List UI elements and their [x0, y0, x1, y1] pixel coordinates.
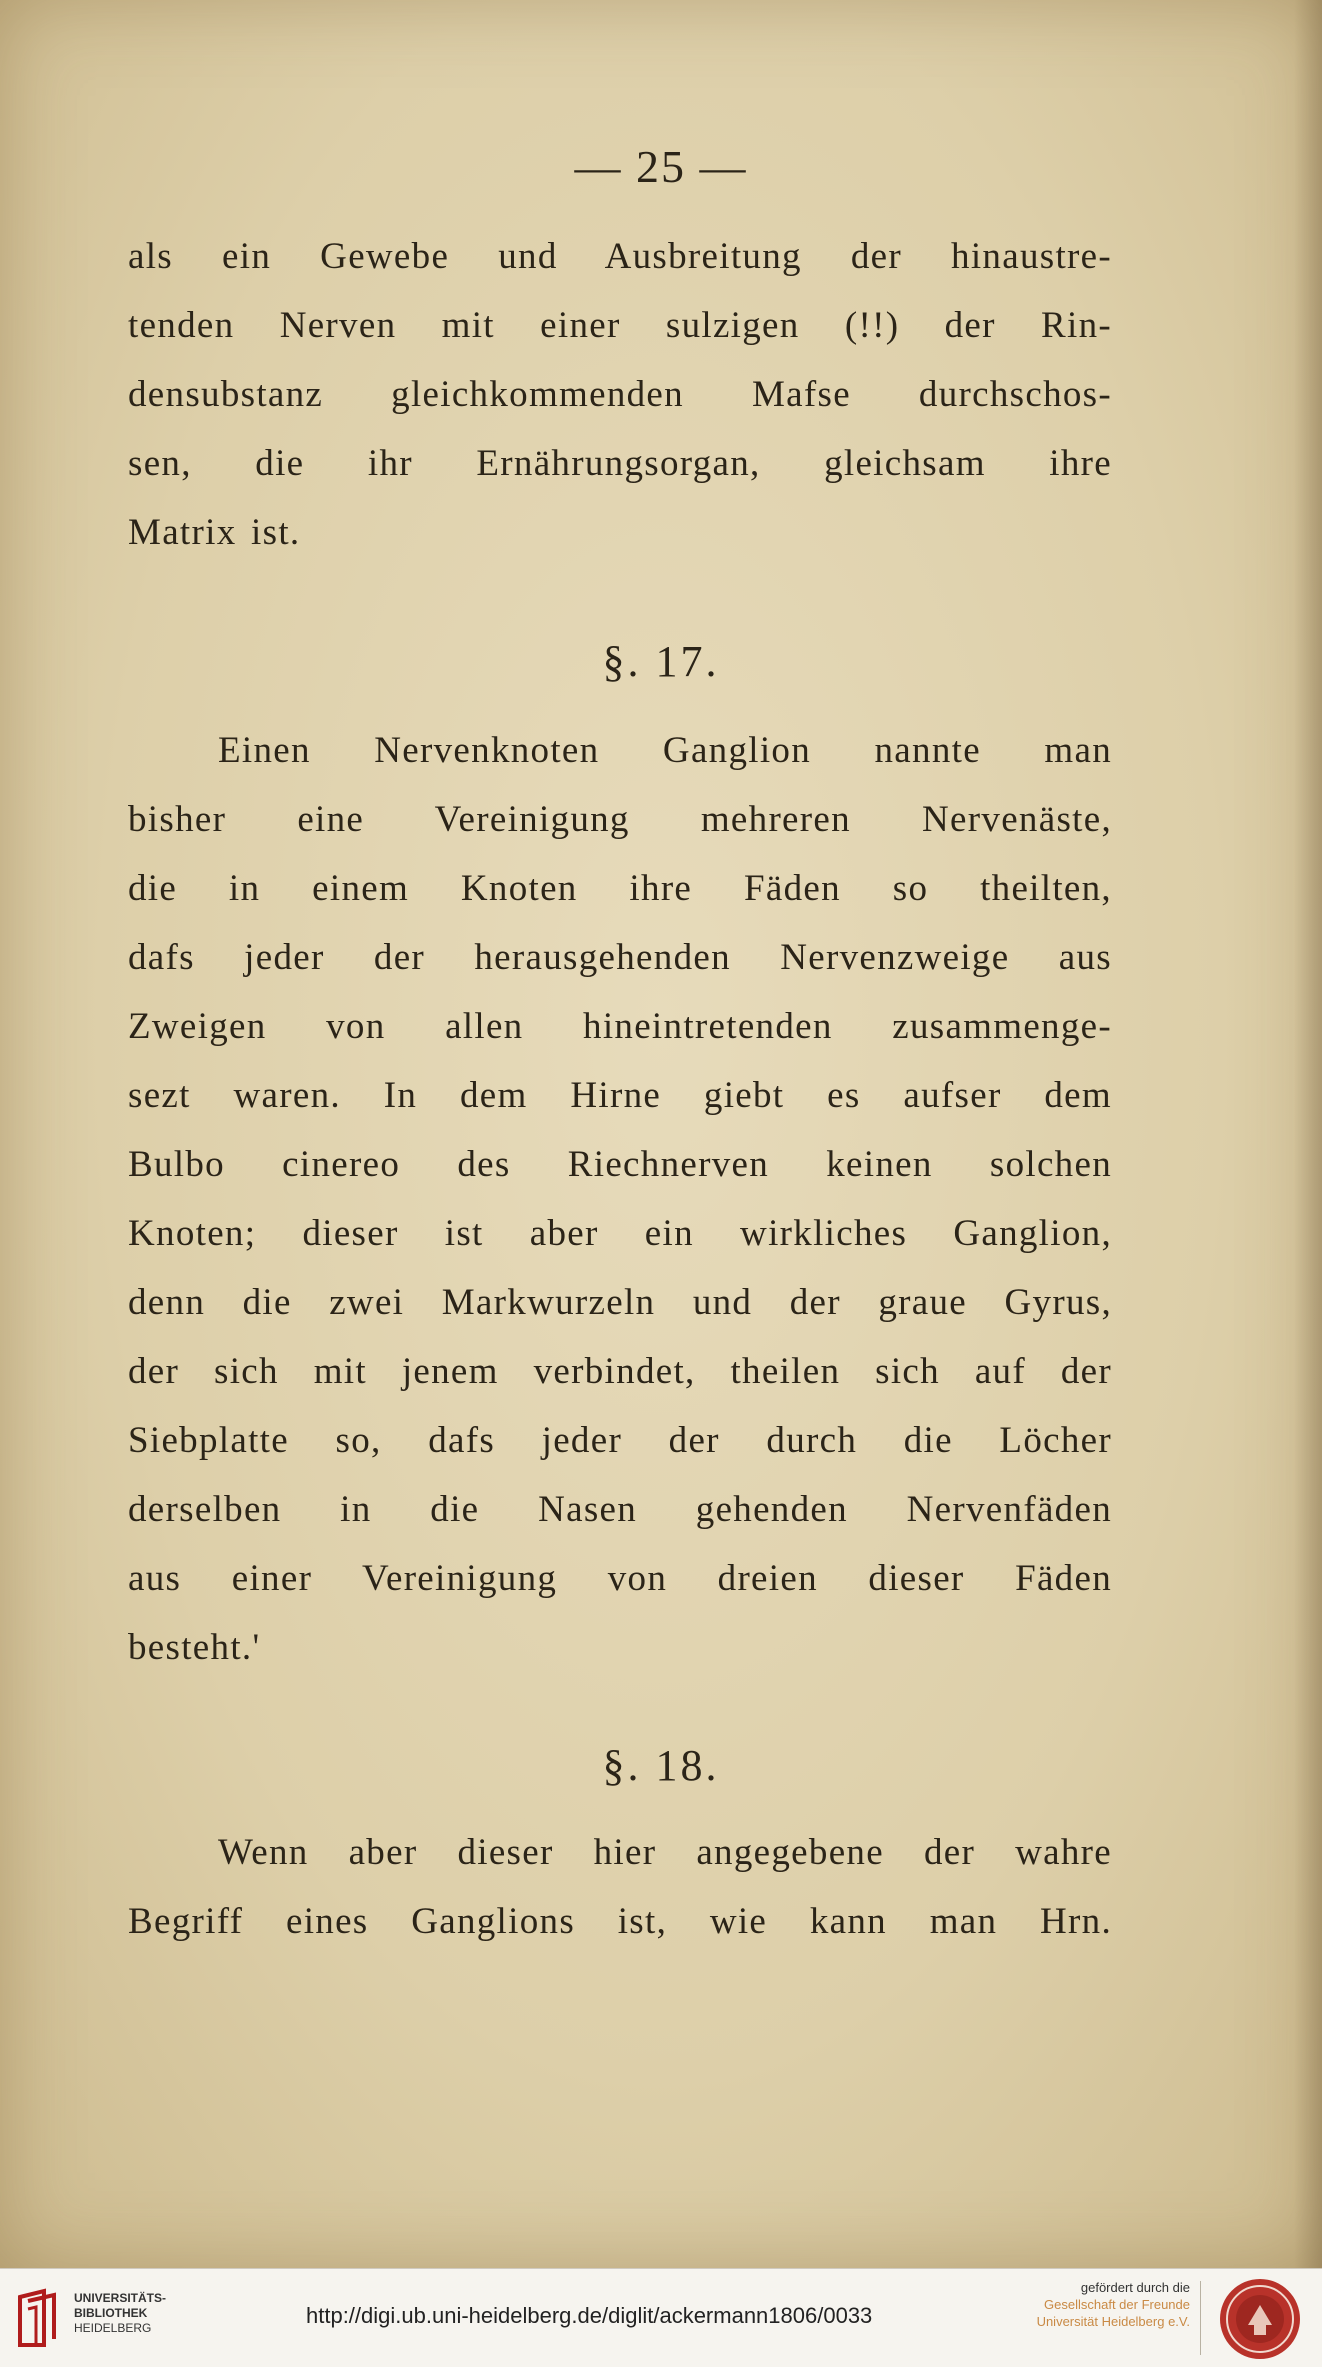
- sponsor-org-name: Gesellschaft der Freunde: [1044, 2297, 1190, 2312]
- library-name-line: UNIVERSITÄTS-: [74, 2291, 167, 2305]
- text-line: denn die zwei Markwurzeln und der graue Gyrus,: [128, 1282, 1112, 1323]
- text-line: Wenn aber dieser hier angegebene der wahre: [218, 1832, 1112, 1873]
- text-line: die in einem Knoten ihre Fäden so theilten,: [128, 868, 1112, 909]
- text-line: Knoten; dieser ist aber ein wirkliches Ganglion,: [128, 1213, 1112, 1254]
- paragraph-2: [128, 716, 1112, 1682]
- permalink-url[interactable]: http://digi.ub.uni-heidelberg.de/diglit/ackermann1806/0033: [306, 2303, 873, 2328]
- paragraph-1: [128, 222, 1112, 567]
- text-line: Siebplatte so, dafs jeder der durch die Löcher: [128, 1420, 1112, 1461]
- sponsor-org-name: Universität Heidelberg e.V.: [1036, 2314, 1190, 2329]
- library-name-line: HEIDELBERG: [74, 2321, 152, 2335]
- text-line: Zweigen von allen hineintretenden zusammenge-: [128, 1006, 1112, 1047]
- text-line: aus einer Vereinigung von dreien dieser Fäden: [128, 1558, 1112, 1599]
- text-line: derselben in die Nasen gehenden Nervenfäden: [128, 1489, 1112, 1530]
- sponsor-lead-text: gefördert durch die: [1080, 2280, 1190, 2295]
- library-logo-icon: [14, 2287, 64, 2349]
- text-line: dafs jeder der herausgehenden Nervenzweige aus: [128, 937, 1112, 978]
- text-line: tenden Nerven mit einer sulzigen (!!) der Rin-: [128, 305, 1112, 346]
- text-line: Bulbo cinereo des Riechnerven keinen solchen: [128, 1144, 1112, 1185]
- section-heading-17: §. 17.: [602, 637, 720, 686]
- text-line: bisher eine Vereinigung mehreren Nervenäste,: [128, 799, 1112, 840]
- page-number: — 25 —: [574, 141, 748, 192]
- viewer-footer: [0, 2268, 1322, 2367]
- text-line: Einen Nervenknoten Ganglion nannte man: [218, 730, 1112, 771]
- section-heading-18: §. 18.: [602, 1741, 720, 1790]
- text-line: besteht.': [128, 1627, 261, 1668]
- library-name[interactable]: [74, 2291, 166, 2336]
- sponsor-credit[interactable]: [1010, 2279, 1190, 2330]
- library-name-line: BIBLIOTHEK: [74, 2306, 148, 2320]
- text-line: der sich mit jenem verbindet, theilen sich auf der: [128, 1351, 1112, 1392]
- text-line: sen, die ihr Ernährungsorgan, gleichsam ihre: [128, 443, 1112, 484]
- text-line: Matrix ist.: [128, 512, 301, 553]
- text-line: sezt waren. In dem Hirne giebt es aufser dem: [128, 1075, 1112, 1116]
- text-line: Begriff eines Ganglions ist, wie kann man Hrn.: [128, 1901, 1112, 1942]
- university-seal-icon: [1218, 2277, 1302, 2361]
- footer-divider: [1200, 2281, 1201, 2355]
- text-line: densubstanz gleichkommenden Mafse durchschos-: [128, 374, 1112, 415]
- paragraph-3: [128, 1818, 1112, 1956]
- text-line: als ein Gewebe und Ausbreitung der hinaustre-: [128, 236, 1112, 277]
